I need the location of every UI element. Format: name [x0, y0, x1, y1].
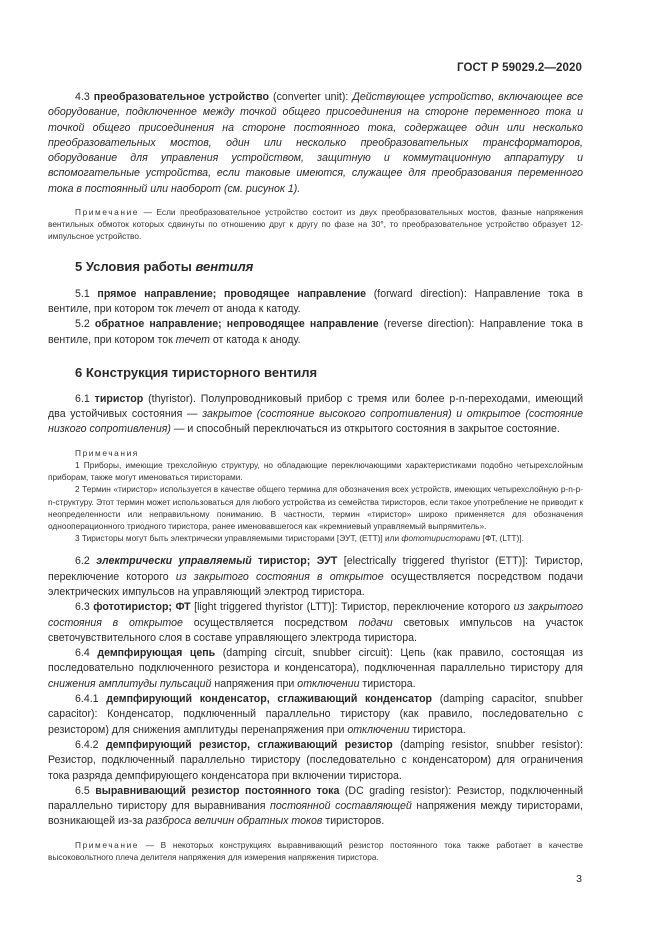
clause-italic: снижения амплитуды пульсаций [48, 677, 212, 690]
note-text: — Если преобразовательное устройство состоит из двух преобразовательных мостов, фазные напряжения вентильных обмоток которых сдвинуты по отношению друг к другу по фазе на 30°, то преобразовательное устройство образует 12-импульсное устройство. [48, 207, 583, 242]
clause-number: 6.2 [75, 555, 90, 568]
clause-term: прямое направление; проводящее направление [97, 287, 367, 300]
notes-label-text: Примечания [75, 447, 139, 458]
clause-text: (reverse direction): Направление тока в вентиле, при котором ток [48, 318, 583, 346]
clause-text: тиристора. [359, 677, 416, 690]
clause-italic: подачи [358, 616, 393, 629]
section-5-heading [48, 259, 583, 275]
clause-text: [light triggered thyristor (LTT)]: Тиристор, переключение которого [190, 601, 514, 614]
clause-text: (thyristor). Полупроводниковый прибор с тремя или более p-n-переходами, имеющий два устойчивых состояния — [48, 392, 583, 421]
clause-english-term: (converter unit): [269, 91, 353, 103]
clause-term: тиристор [94, 392, 144, 405]
clause-term: демпфирующий резистор, сглаживающий резистор [105, 738, 393, 751]
clause-number: 5.1 [75, 287, 90, 300]
clause-italic: постоянной составляющей [270, 800, 412, 813]
clause-text: от анода к катоду. [209, 302, 301, 315]
clause-text: напряжения между тиристорами, возникающей из-за [48, 800, 583, 828]
note-text: 3 Тиристоры могут быть электрически управляемыми тиристорами [ЭУТ, (ETT)] или [75, 533, 402, 544]
clause-6-4 [48, 646, 583, 692]
note-item [48, 532, 583, 544]
clause-number: 6.1 [75, 392, 90, 405]
clause-6-4-1 [48, 692, 583, 738]
clause-text: тиристора. [409, 723, 466, 736]
clause-5-2 [48, 317, 583, 348]
clause-6-1 [48, 392, 583, 438]
clause-6-5 [48, 784, 583, 830]
note-item: 1 Приборы, имеющие трехслойную структуру, но обладающие переключающими характеристиками подобно четырехслойным приборам, также могут именоваться тиристорами. [48, 459, 583, 483]
clause-italic: отключении [347, 723, 410, 736]
clause-italic: разброса величин обратных токов [145, 815, 323, 828]
clause-text: осуществляется посредством подачи электрических импульсов на управляющий электрод тиристора. [48, 570, 583, 598]
clause-italic: течет [175, 333, 210, 346]
clause-text: — и способный переключаться из открытого состояния в закрытое состояние. [170, 423, 560, 436]
clause-5-1 [48, 287, 583, 318]
page-number: 3 [576, 873, 582, 885]
clause-italic: течет [175, 302, 210, 315]
clause-text: [electrically triggered thyristor (ETT)]: Тиристор, переключение которого [48, 555, 583, 583]
clause-italic: из закрытого состояния в открытое [175, 570, 384, 583]
clause-italic: отключении [297, 677, 360, 690]
clause-6-2 [48, 554, 583, 600]
clause-text: напряжения при [211, 677, 298, 690]
clause-term: тиристор; ЭУТ [251, 555, 338, 568]
note-text: [ФТ, (LTT)]. [480, 533, 524, 544]
clause-number: 6.4.1 [75, 693, 99, 706]
clause-text: тиристоров. [322, 815, 385, 828]
clause-definition: Действующее устройство, включающее все оборудование, подключенное между точкой общего присоединения на стороне переменного тока и точкой общего присоединения на стороне постоянного тока, содержащее один или несколько преобразовательных мостов, один или несколько преобразовательных трансформаторов, оборудование для управления устройством, защитную и коммутационную аппаратуру и вспомогательные устройства, если таковые имеются, служащее для преобразования переменного тока в постоянный или наоборот (см. рисунок 1). [48, 91, 583, 195]
notes-label [48, 447, 583, 459]
clause-term: фототиристор; ФТ [93, 601, 191, 614]
section-6-heading: 6 Конструкция тиристорного вентиля [75, 364, 318, 380]
section-5-title-italic: вентиля [195, 258, 254, 274]
note-label: Примечание [75, 207, 140, 218]
clause-term-italic: электрически управляемый [96, 555, 252, 568]
clause-text: от катода к аноду. [209, 333, 301, 346]
clause-term: выравнивающий резистор постоянного тока [95, 784, 340, 797]
clause-text: (damping capacitor, snubber capacitor): Конденсатор, подключенный параллельно тиристору (как правило, последовательно с резистором) для снижения амплитуды перенапряжения при [48, 693, 583, 736]
clause-text: (damping circuit, snubber circuit): Цепь (как правило, состоящая из последовательно подключенного резистора и конденсатора), подключенная параллельно тиристору для [48, 647, 583, 675]
note-6-5 [48, 839, 583, 863]
note-label: Примечание [75, 839, 140, 850]
clause-number: 6.5 [75, 784, 90, 797]
clause-number: 6.4 [75, 647, 90, 660]
note-italic: фототиристорами [401, 533, 481, 544]
section-5-title: 5 Условия работы [75, 258, 196, 274]
clause-text: (DC grading resistor): Резистор, подключенный параллельно тиристору для выравнивания [48, 784, 583, 813]
clause-4-3 [48, 90, 583, 197]
clause-6-4-2 [48, 738, 583, 784]
clause-term: демпфирующий конденсатор, сглаживающий конденсатор [106, 693, 433, 706]
clause-text: (damping resistor, snubber resistor): Резистор, подключенный параллельно тиристору (последовательно с конденсатором) для ограничения тока разряда демпфирующего конденсатора при включении тиристора. [48, 738, 583, 782]
clause-6-3 [48, 600, 583, 646]
clause-italic: закрытое (состояние высокого сопротивления) и открытое (состояние низкого сопротивления) [48, 408, 583, 436]
note-text: — В некоторых конструкциях выравнивающий резистор постоянного тока также работает в качестве высоковольтного плеча делителя напряжения для измерения напряжения тиристора. [48, 839, 583, 862]
clause-number: 6.4.2 [75, 738, 99, 751]
clause-number: 6.3 [75, 601, 90, 614]
clause-term: демпфирующая цепь [97, 647, 216, 660]
note-item: 2 Термин «тиристор» используется в качестве общего термина для обозначения всех устройств, имеющих четырехслойную p-n-p-n-структуру. Этот термин может использоваться для любого устройства из семейства тиристоров, если такое употребление не приводит к неопределенности или неправильному пониманию. В частности, термин «тиристор» широко применяется для обозначения однооперационного триодного тиристора, ранее именовавшегося как «кремниевый управляемый выпрямитель». [48, 484, 583, 531]
clause-text: (forward direction): Направление тока в вентиле, при котором ток [48, 287, 583, 315]
clause-number: 5.2 [75, 318, 90, 331]
clause-text: световых импульсов на участок светочувствительного слоя в составе управляющего электрода тиристора. [48, 616, 583, 644]
clause-text: осуществляется посредством [182, 616, 359, 629]
page-content [48, 90, 583, 863]
clause-italic: из закрытого состояния в открытое [48, 601, 583, 629]
clause-term: преобразовательное устройство [93, 91, 270, 103]
clause-term: обратное направление; непроводящее направление [94, 318, 379, 331]
note-4-3 [48, 206, 583, 243]
document-number-header: ГОСТ Р 59029.2—2020 [457, 62, 582, 74]
clause-number: 4.3 [75, 91, 90, 103]
